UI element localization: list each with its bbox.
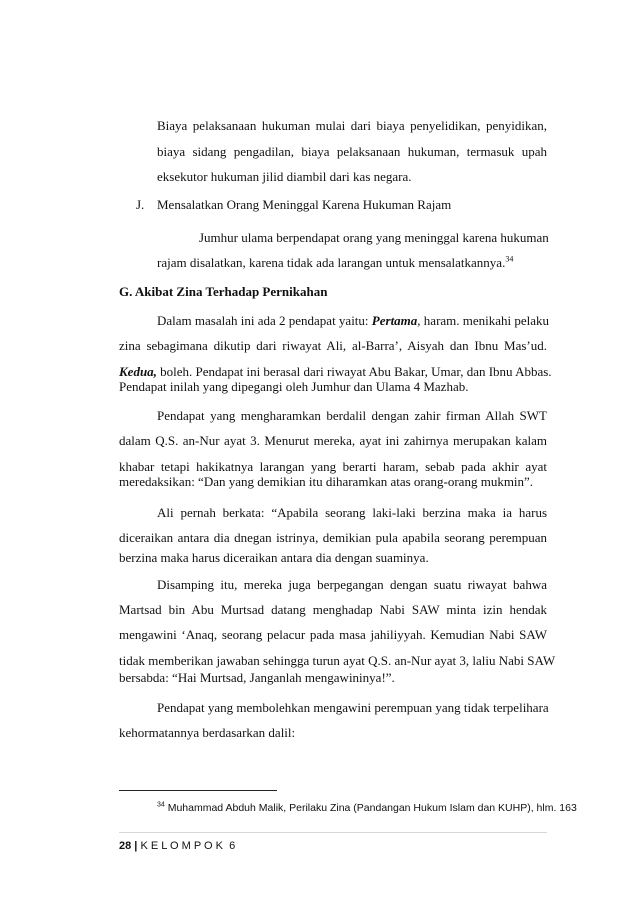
paragraph-line: zina sebagimana dikutip dari riwayat Ali, al-Barra’, Aisyah dan Ibnu Mas’ud. [119, 338, 547, 353]
list-item-title: Mensalatkan Orang Meninggal Karena Hukuman Rajam [157, 197, 452, 212]
paragraph-line: berzina maka harus diceraikan antara dia dengan suaminya. [119, 550, 429, 565]
footnote-number: 34 [157, 801, 165, 809]
paragraph-line: khabar tetapi hakikatnya larangan yang berarti haram, sebab pada akhir ayat [119, 459, 547, 474]
footer-group-name: K E L O M P O K 6 [140, 840, 236, 852]
paragraph-line: Martsad bin Abu Murtsad datang menghadap Nabi SAW minta izin hendak [119, 602, 547, 617]
paragraph-line: tidak memberikan jawaban sehingga turun ayat Q.S. an-Nur ayat 3, laliu Nabi SAW [119, 653, 556, 668]
footnote-reference: 34 [505, 254, 514, 264]
paragraph-text: Dalam masalah ini ada 2 pendapat yaitu: [157, 313, 372, 328]
paragraph-line: Pendapat inilah yang dipegangi oleh Jumhur dan Ulama 4 Mazhab. [119, 379, 469, 394]
paragraph-line [119, 364, 552, 380]
paragraph-line: diceraikan antara dia dnegan istrinya, demikian pula apabila seorang perempuan [119, 530, 547, 545]
paragraph-line: bersabda: “Hai Murtsad, Janganlah mengawininya!”. [119, 670, 395, 685]
paragraph-line: biaya sidang pengadilan, biaya pelaksanaan hukuman, termasuk upah [157, 144, 547, 159]
paragraph-text: rajam disalatkan, karena tidak ada larangan untuk mensalatkannya. [157, 255, 506, 270]
footnote-divider [119, 790, 277, 791]
list-marker: J. [136, 197, 145, 212]
paragraph-line: dalam Q.S. an-Nur ayat 3. Menurut mereka, ayat ini zahirnya merupakan kalam [119, 433, 547, 448]
paragraph-text: , haram. menikahi pelaku [417, 313, 550, 328]
paragraph-line [157, 313, 550, 329]
section-heading: G. Akibat Zina Terhadap Pernikahan [119, 284, 328, 299]
emphasis-text: Pertama [371, 313, 418, 328]
footnote [157, 800, 577, 816]
paragraph-line: kehormatannya berdasarkan dalil: [119, 725, 296, 740]
paragraph-line: eksekutor hukuman jilid diambil dari kas negara. [157, 169, 412, 184]
page-footer [119, 838, 235, 854]
paragraph-line: meredaksikan: “Dan yang demikian itu diharamkan atas orang-orang mukmin”. [119, 474, 534, 489]
footer-divider [119, 832, 547, 833]
footer-separator: | [131, 840, 141, 852]
emphasis-text: Kedua, [119, 364, 157, 379]
paragraph-line: mengawini ‘Anaq, seorang pelacur pada masa jahiliyyah. Kemudian Nabi SAW [119, 627, 547, 642]
paragraph-line: Pendapat yang membolehkan mengawini perempuan yang tidak terpelihara [157, 700, 549, 715]
paragraph-line: Biaya pelaksanaan hukuman mulai dari biaya penyelidikan, penyidikan, [157, 118, 547, 133]
paragraph-line [157, 255, 513, 271]
paragraph-line: Ali pernah berkata: “Apabila seorang laki-laki berzina maka ia harus [157, 505, 547, 520]
page-number: 28 [119, 840, 132, 852]
paragraph-line: Jumhur ulama berpendapat orang yang meninggal karena hukuman [199, 230, 549, 245]
paragraph-line: Pendapat yang mengharamkan berdalil dengan zahir firman Allah SWT [157, 408, 547, 423]
footnote-text: Muhammad Abduh Malik, Perilaku Zina (Pandangan Hukum Islam dan KUHP), hlm. 163 [164, 802, 577, 814]
paragraph-text: boleh. Pendapat ini berasal dari riwayat Abu Bakar, Umar, dan Ibnu Abbas. [156, 364, 552, 379]
paragraph-line: Disamping itu, mereka juga berpegangan dengan suatu riwayat bahwa [157, 577, 547, 592]
